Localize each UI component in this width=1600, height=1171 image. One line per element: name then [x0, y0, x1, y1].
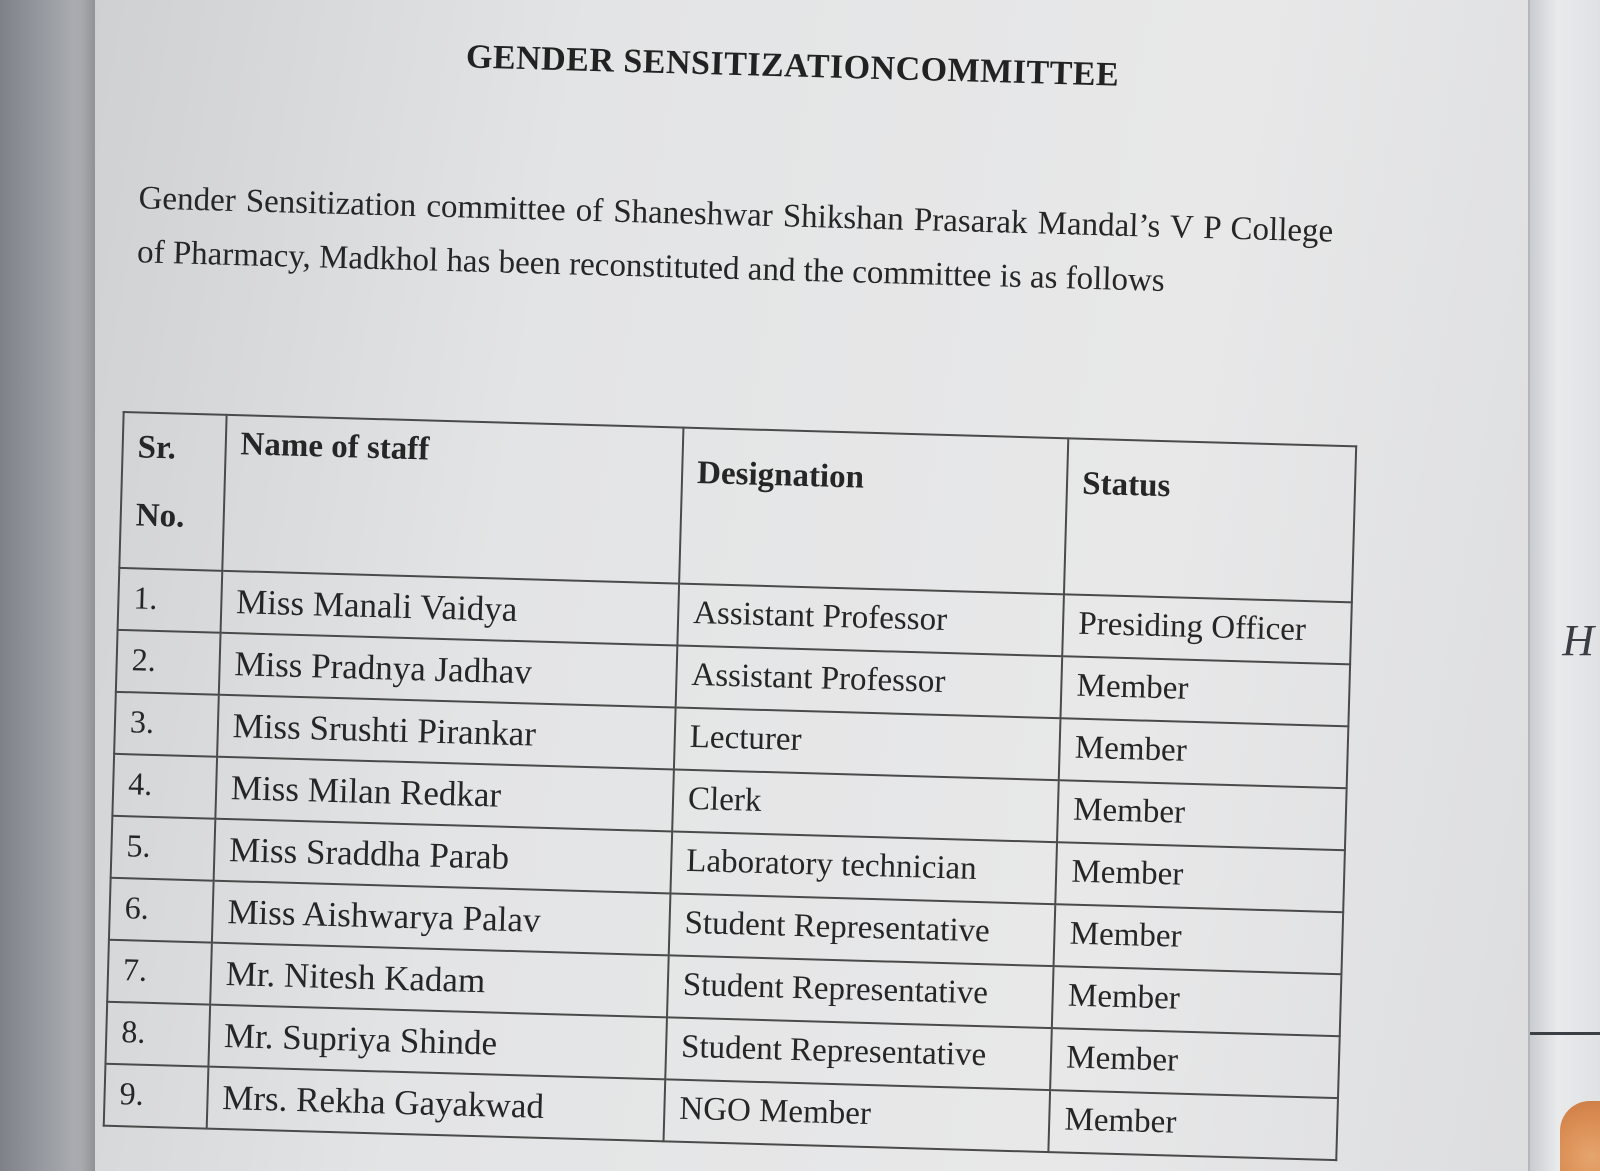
header-designation: Designation	[679, 428, 1069, 595]
cell-name: Miss Sraddha Parab	[213, 819, 672, 894]
cell-sr-no: 2.	[116, 630, 220, 695]
cell-designation: NGO Member	[664, 1079, 1051, 1152]
cell-sr-no: 3.	[114, 692, 218, 757]
cell-sr-no: 5.	[111, 816, 215, 881]
intro-paragraph: Gender Sensitization committee of Shaneshwar Shikshan Prasarak Mandal’s V P College of Pharmacy, Madkhol has been reconstituted and the committee is as follows	[136, 180, 1334, 299]
cell-sr-no: 8.	[105, 1002, 209, 1067]
cell-designation: Student Representative	[667, 955, 1054, 1028]
cell-name: Miss Srushti Pirankar	[217, 695, 676, 770]
cell-designation: Assistant Professor	[677, 584, 1064, 657]
adjacent-page-rule	[1530, 1032, 1600, 1035]
cell-status: Member	[1052, 966, 1341, 1036]
finger-tip	[1560, 1101, 1600, 1171]
cell-sr-no: 7.	[107, 940, 211, 1005]
adjacent-page-edge	[1528, 0, 1600, 1171]
cell-designation: Assistant Professor	[676, 646, 1063, 719]
cell-name: Miss Milan Redkar	[215, 757, 674, 832]
cell-designation: Student Representative	[669, 893, 1056, 966]
cell-name: Mrs. Rekha Gayakwad	[206, 1067, 665, 1142]
cell-status: Member	[1061, 656, 1350, 726]
cell-status: Presiding Officer	[1063, 594, 1352, 664]
cell-name: Miss Manali Vaidya	[220, 571, 679, 646]
cell-name: Mr. Nitesh Kadam	[210, 943, 669, 1018]
cell-status: Member	[1050, 1028, 1339, 1098]
cell-designation: Student Representative	[665, 1017, 1052, 1090]
cell-sr-no: 9.	[104, 1064, 208, 1129]
cell-status: Member	[1057, 780, 1346, 850]
cell-name: Miss Aishwarya Palav	[212, 881, 671, 956]
adjacent-page-letter: H	[1562, 616, 1594, 665]
cell-status: Member	[1059, 718, 1348, 788]
cell-sr-no: 6.	[109, 878, 213, 943]
cell-sr-no: 4.	[112, 754, 216, 819]
page-content	[60, 0, 1544, 1171]
cell-status: Member	[1056, 842, 1345, 912]
header-name-of-staff: Name of staff	[222, 415, 683, 584]
cell-designation: Laboratory technician	[670, 831, 1057, 904]
document-title: GENDER SENSITIZATIONCOMMITTEE	[465, 38, 1120, 94]
committee-table	[103, 411, 1358, 1161]
cell-name: Mr. Supriya Shinde	[208, 1005, 667, 1080]
cell-designation: Lecturer	[674, 707, 1061, 780]
cell-designation: Clerk	[672, 769, 1059, 842]
header-status: Status	[1064, 438, 1356, 602]
cell-name: Miss Pradnya Jadhav	[219, 633, 678, 708]
document-page	[95, 0, 1545, 1171]
cell-status: Member	[1054, 904, 1343, 974]
cell-sr-no: 1.	[118, 568, 222, 633]
header-sr-no: Sr. No.	[119, 412, 226, 571]
cell-status: Member	[1049, 1090, 1338, 1160]
